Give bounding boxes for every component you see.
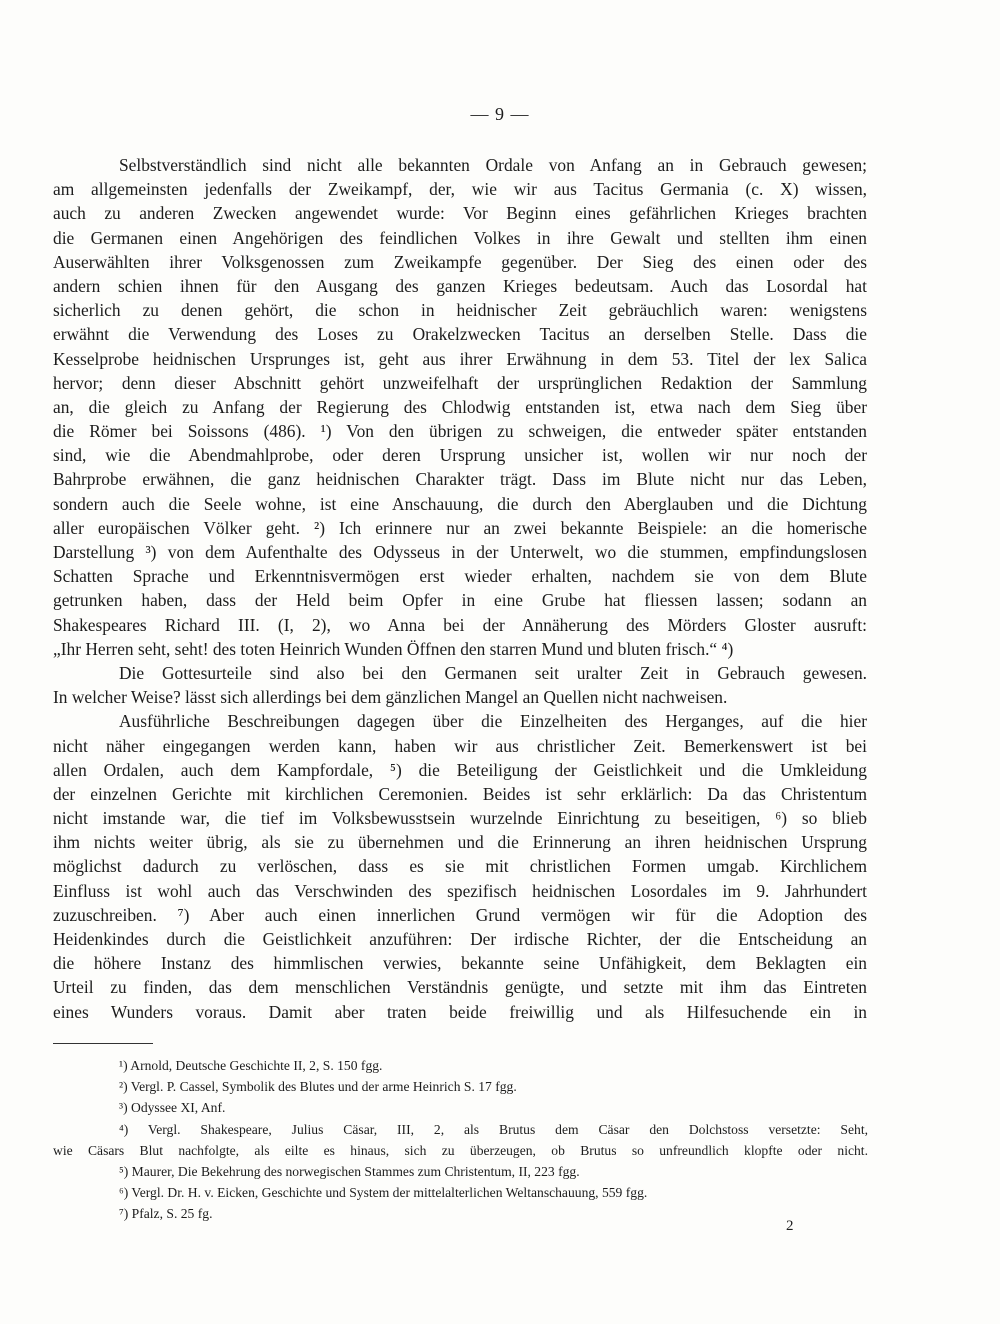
- text-line: die höhere Instanz des himmlischen verwies, bekannte seine Unfähigkeit, dem Beklagten ein: [53, 953, 867, 974]
- text-line: Shakespeares Richard III. (I, 2), wo Anna bei der Annäherung des Mörders Gloster ausruft:: [53, 614, 867, 635]
- footnote: ⁶) Vergl. Dr. H. v. Eicken, Geschichte und System der mittelalterlichen Weltanschauung, 559 fgg.: [119, 1185, 648, 1201]
- text-line: getrunken haben, dass der Held beim Opfer in eine Grube hat fliessen lassen; sodann an: [53, 590, 867, 611]
- text-line: ihm nichts weiter übrig, als sie zu übernehmen und die Erinnerung an ihren heidnischen Ursprung: [53, 832, 867, 853]
- text-line: die Römer bei Soissons (486). ¹) Von den übrigen zu schweigen, die entweder später entstanden: [53, 421, 867, 442]
- text-line: der einzelnen Gerichte mit kirchlichen Ceremonien. Beides ist sehr erklärlich: Da das Christentum: [53, 783, 867, 804]
- text-line: auch zu anderen Zwecken angewendet wurde: Vor Beginn eines gefährlichen Krieges brachten: [53, 203, 867, 224]
- text-line: nicht imstande war, die tief im Volksbewusstsein wurzelnde Einrichtung zu beseitigen, ⁶) so blieb: [53, 808, 867, 829]
- text-line: andern schien ihnen für den Ausgang des ganzen Krieges bedeutsam. Auch das Losordal hat: [53, 275, 867, 296]
- text-line: Die Gottesurteile sind also bei den Germanen seit uralter Zeit in Gebrauch gewesen.: [119, 662, 867, 683]
- text-line: sondern auch die Seele wohne, ist eine Anschauung, die durch den Aberglauben und die Dichtung: [53, 493, 867, 514]
- page-number-header: — 9 —: [470, 104, 530, 124]
- footnote: ²) Vergl. P. Cassel, Symbolik des Blutes und der arme Heinrich S. 17 fgg.: [119, 1079, 517, 1095]
- text-line: Urteil zu finden, das dem menschlichen Verständnis genügte, und setzte mit ihm das Eintreten: [53, 977, 867, 998]
- text-line: Kesselprobe heidnischen Ursprunges ist, geht aus ihrer Erwähnung in dem 53. Titel der lex Salica: [53, 348, 867, 369]
- text-line: Selbstverständlich sind nicht alle bekannten Ordale von Anfang an in Gebrauch gewesen;: [119, 155, 867, 175]
- page-number-footer: 2: [786, 1218, 794, 1234]
- text-line: sicherlich zu denen gehört, die schon in heidnischer Zeit gebräuchlich waren: wenigstens: [53, 300, 867, 321]
- text-line: sind, wie die Abendmahlprobe, oder deren Ursprung unsicher ist, wollen wir nur noch der: [53, 445, 867, 466]
- footnote: ⁷) Pfalz, S. 25 fg.: [119, 1206, 213, 1222]
- text-line: erwähnt die Verwendung des Loses zu Orakelzwecken Tacitus an derselben Stelle. Dass die: [53, 324, 867, 345]
- text-line: Schatten Sprache und Erkenntnisvermögen erst wieder erhalten, nachdem sie von dem Blute: [53, 566, 867, 587]
- text-line: Bahrprobe erwähnen, die ganz heidnischen Charakter trägt. Dass im Blute nicht nur das Leben,: [53, 469, 867, 490]
- footnote: ¹) Arnold, Deutsche Geschichte II, 2, S. 150 fgg.: [119, 1058, 383, 1073]
- text-line: nicht näher eingegangen werden kann, haben wir aus christlicher Zeit. Bemerkenswert ist bei: [53, 735, 867, 756]
- footnote-continuation: wie Cäsars Blut nachfolgte, als eilte es hinaus, sich zu überzeugen, ob Brutus so unfreundlich klopfte oder nicht.: [53, 1142, 868, 1158]
- footnotes: [53, 1055, 868, 1225]
- text-line: an, die gleich zu Anfang der Regierung des Chlodwig entstanden ist, etwa nach dem Sieg über: [53, 396, 867, 417]
- text-line: hervor; denn dieser Abschnitt gehört unzweifelhaft der ursprünglichen Redaktion der Sammlung: [53, 372, 867, 393]
- footnote: ³) Odyssee XI, Anf.: [119, 1100, 226, 1116]
- text-line: die Germanen einen Angehörigen des feindlichen Volkes in ihre Gewalt und stellten ihm einen: [53, 227, 867, 248]
- text-line: Darstellung ³) von dem Aufenthalte des Odysseus in der Unterwelt, wo die stummen, empfindungslosen: [53, 542, 867, 562]
- text-line: allen Ordalen, auch dem Kampfordale, ⁵) die Beteiligung der Geistlichkeit und die Umkleidung: [53, 759, 867, 780]
- footnote: ⁵) Maurer, Die Bekehrung des norwegischen Stammes zum Christentum, II, 223 fgg.: [119, 1163, 580, 1179]
- footnote: ⁴) Vergl. Shakespeare, Julius Cäsar, III, 2, als Brutus dem Cäsar den Dolchstoss versetzte: Seht,: [119, 1121, 868, 1137]
- text-line: zuzuschreiben. ⁷) Aber auch einen innerlichen Grund vermögen wir für die Adoption des: [53, 904, 867, 925]
- text-line: eines Wunders voraus. Damit aber traten beide freiwillig und als Hilfesuchende ein in: [53, 1001, 867, 1022]
- footnote-divider: [53, 1043, 153, 1044]
- text-line: aller europäischen Völker geht. ²) Ich erinnere nur an zwei bekannte Beispiele: an die homerische: [53, 517, 867, 538]
- text-line: Heidenkindes durch die Geistlichkeit anzuführen: Der irdische Richter, der die Entscheidung an: [53, 929, 867, 949]
- text-line: In welcher Weise? lässt sich allerdings bei dem gänzlichen Mangel an Quellen nicht nachweisen.: [53, 687, 728, 708]
- text-line: am allgemeinsten jedenfalls der Zweikampf, der, wie wir aus Tacitus Germania (c. X) wissen,: [53, 179, 867, 200]
- text-line: möglichst dadurch zu verlöschen, dass es sie mit christlichen Formen umgab. Kirchlichem: [53, 856, 867, 877]
- text-line: Einfluss ist wohl auch das Verschwinden des spezifisch heidnischen Losordales im 9. Jahrhundert: [53, 880, 867, 901]
- body-text: [53, 153, 867, 1024]
- text-line: Auserwählten ihrer Volksgenossen zum Zweikampfe gegenüber. Der Sieg des einen oder des: [53, 251, 867, 272]
- text-line: Ausführliche Beschreibungen dagegen über die Einzelheiten des Herganges, auf die hier: [119, 711, 867, 732]
- text-line: „Ihr Herren seht, seht! des toten Heinrich Wunden Öffnen den starren Mund und bluten frisch.“ ⁴): [53, 638, 734, 659]
